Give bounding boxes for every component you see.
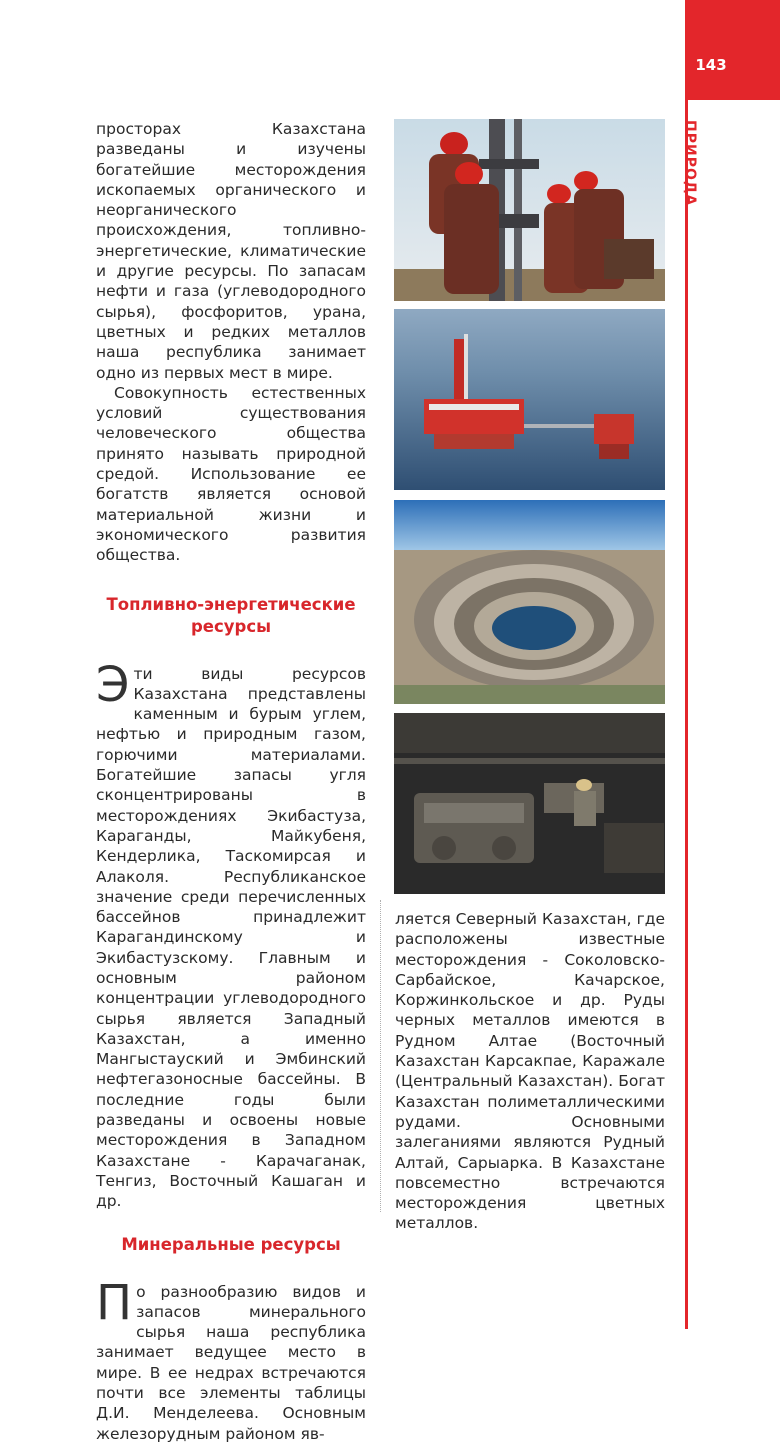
left-column [96, 119, 366, 1444]
oil-workers-photo [394, 119, 665, 301]
offshore-platform-photo [394, 309, 665, 490]
mineral-resources-paragraph [96, 1274, 366, 1444]
natural-environment-paragraph: Совокупность естественных условий существования человеческого общества принято называть природной средой. Использование ее богатств является основой материальной жизни и экономического развития общества. [96, 383, 366, 565]
coal-mine-photo [394, 713, 665, 894]
section-label: ПРИРОДА [682, 120, 698, 207]
right-column-continuation: ляется Северный Казахстан, где расположены известные месторождения - Соколовско-Сарбайское, Качарское, Коржинкольское и др. Руды черных металлов имеются в Рудном Алтае (Восточный Казахстан Карсакпае, Каражале (Центральный Казахстан). Богат Казахстан полиметаллическими рудами. Основными залеганиями являются Рудный Алтай, Сарыарка. В Казахстане повсеместно встречаются месторождения цветных металлов. [395, 910, 665, 1233]
drop-cap-p: П [96, 1274, 133, 1331]
page-number-tab [686, 0, 780, 100]
open-pit-mine-photo [394, 500, 665, 704]
fuel-resources-paragraph [96, 656, 366, 1212]
column-divider [380, 900, 381, 1212]
mineral-resources-text: о разнообразию видов и запасов минерального сырья наша республика занимает ведущее место в мире. В ее недрах встречаются почти все элементы таблицы Д.И. Менделеева. Основным железорудным районом яв- [96, 1282, 366, 1443]
drop-cap-e: Э [96, 656, 130, 713]
heading-mineral-resources: Минеральные ресурсы [121, 1234, 341, 1254]
page-number: 143 [695, 56, 727, 74]
right-column [395, 909, 665, 1234]
fuel-resources-text: ти виды ресурсов Казахстана представлены каменным и бурым углем, нефтью и природным газом, горючими материалами. Богатейшие запасы угля сконцентрированы в месторождениях Экибастуза, Караганды, Майкубеня, Кендерлика, Таскомирсая и Алаколя. Республиканское значение среди перечисленных бассейнов принадлежит Карагандинскому и Экибастузскому. Главным и основным районом концентрации углеводородного сырья является Западный Казахстан, а именно Мангыстауский и Эмбинский нефтегазоносные бассейны. В последние годы были разведаны и освоены новые месторождения в Западном Казахстане - Карачаганак, Тенгиз, Восточный Кашаган и др. [96, 664, 366, 1211]
intro-paragraph: просторах Казахстана разведаны и изучены богатейшие месторождения ископаемых органического и неорганического происхождения, топливно-энергетические, климатические и другие ресурсы. По запасам нефти и газа (углеводородного сырья), фосфоритов, урана, цветных и редких металлов наша республика занимает одно из первых мест в мире. [96, 120, 366, 382]
heading-fuel-resources: Топливно-энергетические ресурсы [106, 594, 356, 636]
